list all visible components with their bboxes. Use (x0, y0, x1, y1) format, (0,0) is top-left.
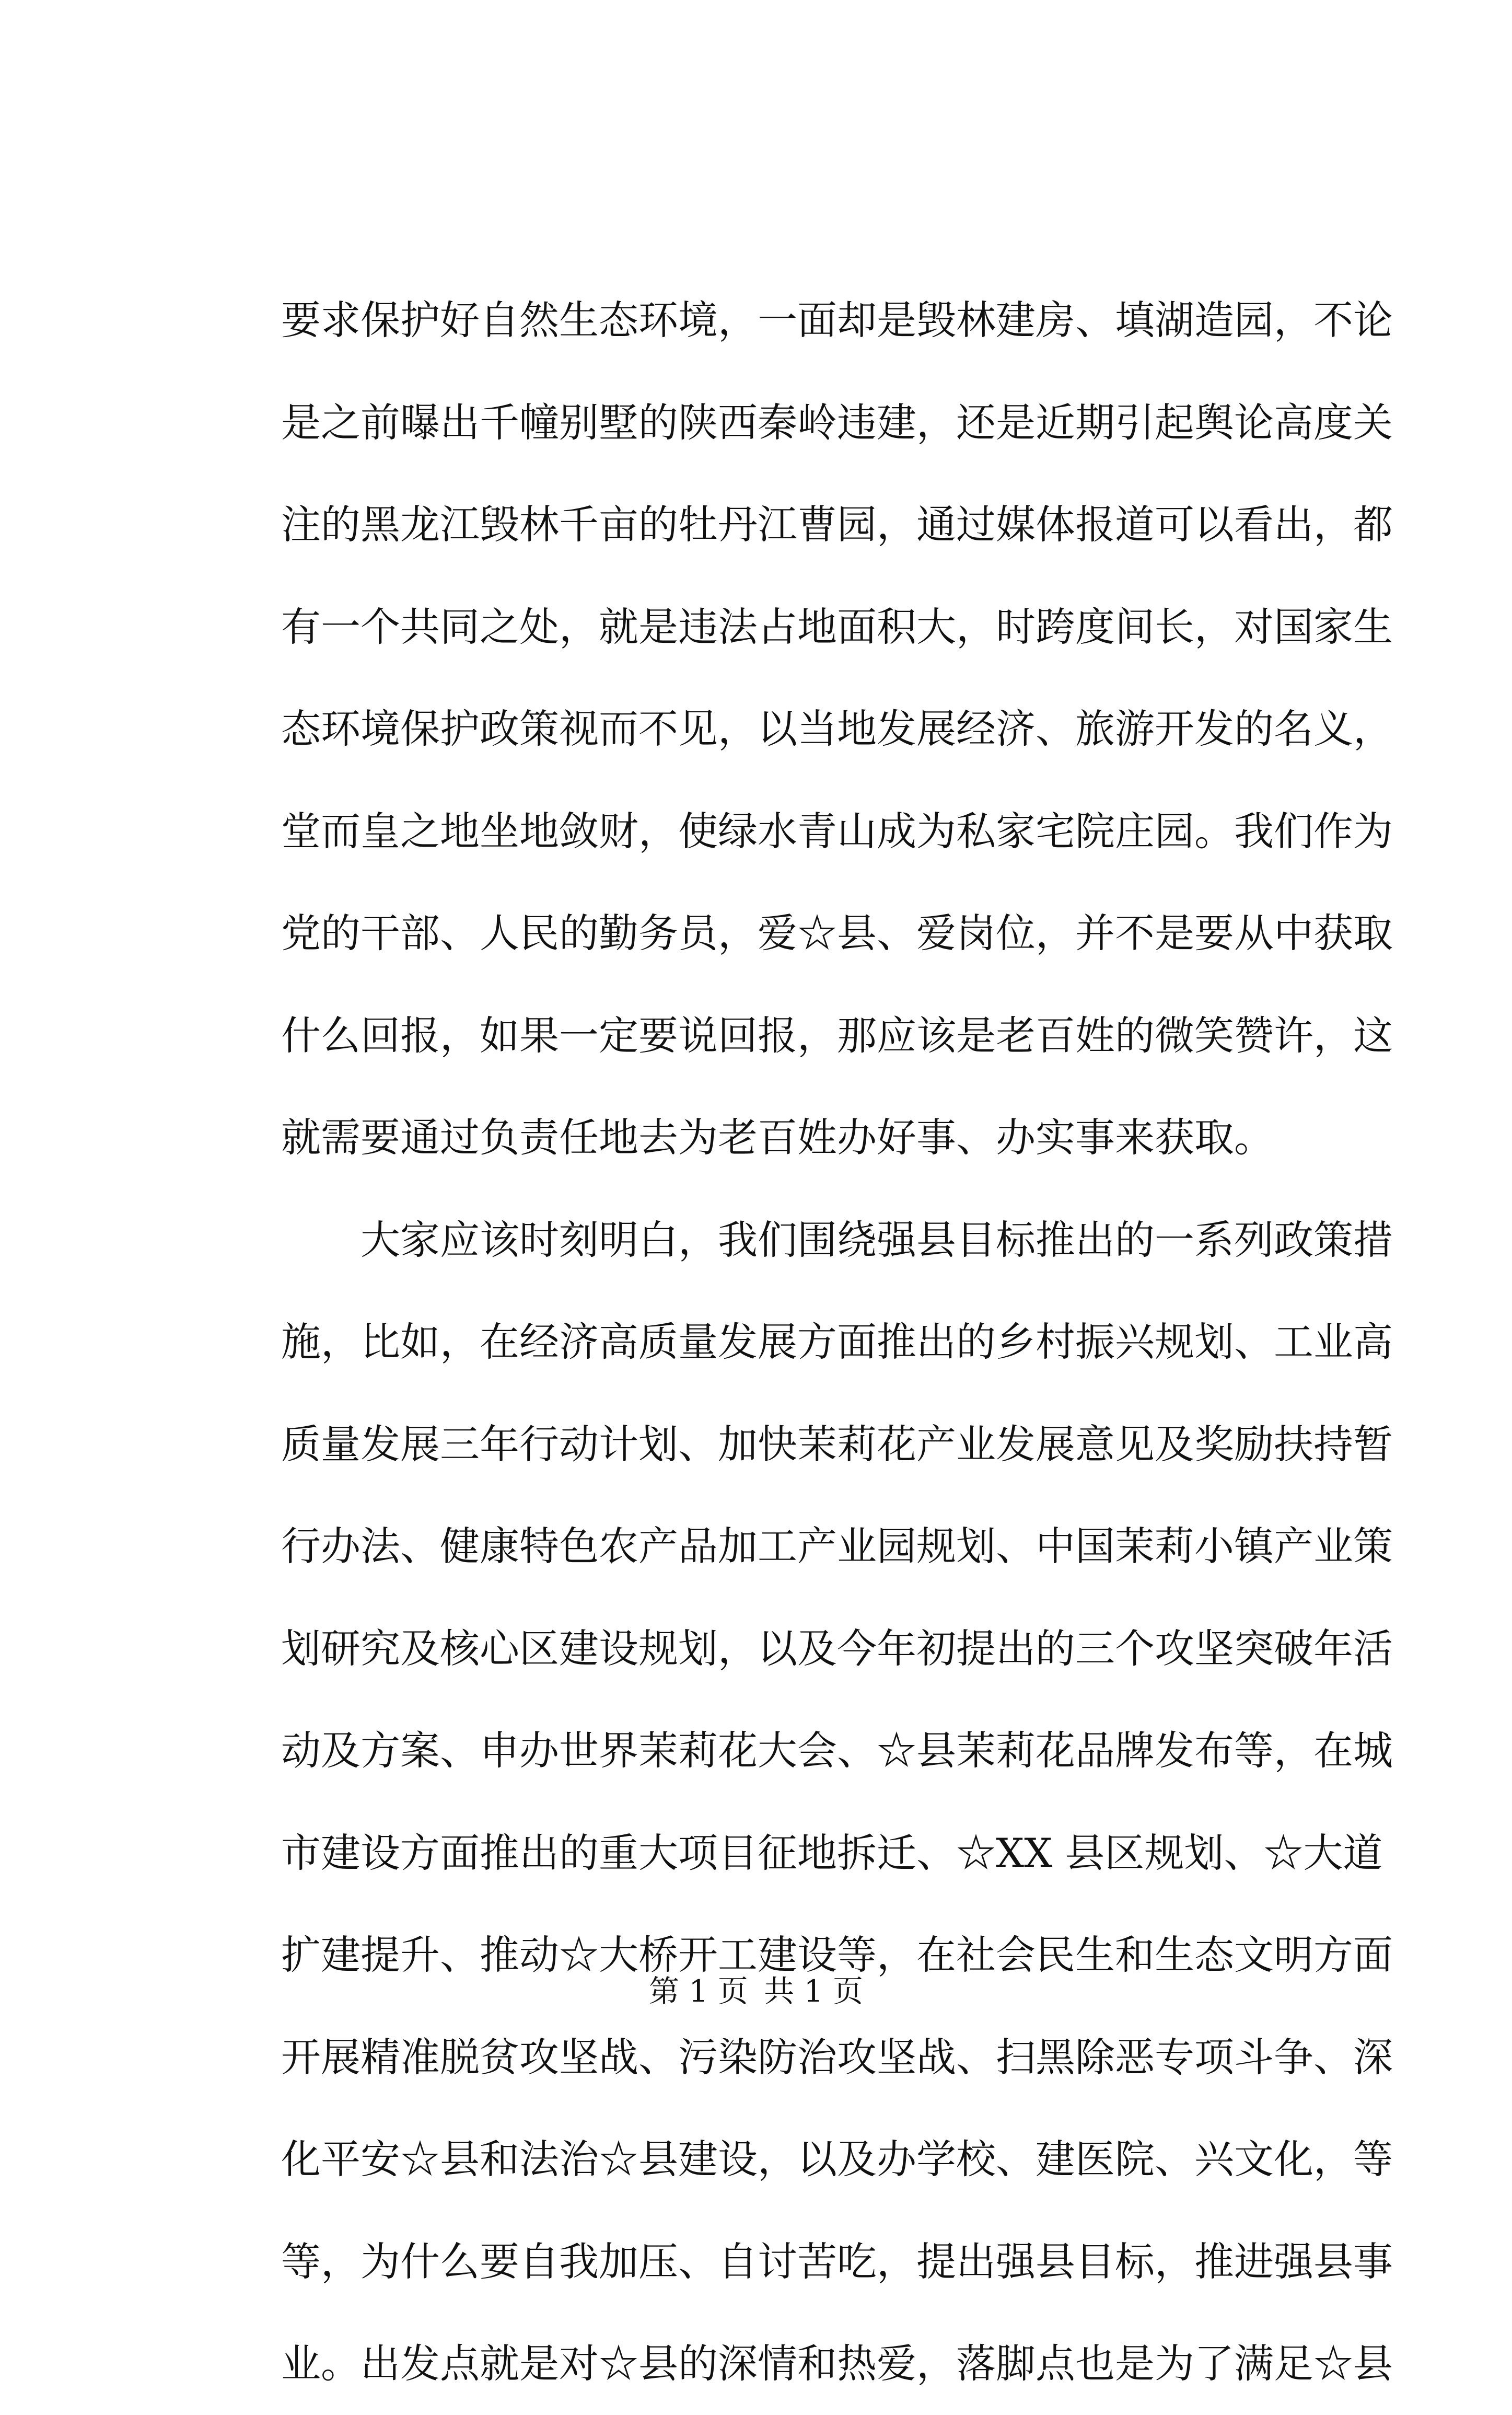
page-number: 第 1 页 (649, 1973, 748, 2009)
text-line: 业。出发点就是对☆县的深情和热爱，落脚点也是为了满足☆县 (281, 2340, 1393, 2387)
text-line: 要求保护好自然生态环境，一面却是毁林建房、填湖造园，不论 (281, 297, 1393, 343)
page-total: 共 1 页 (764, 1973, 863, 2009)
text-line: 有一个共同之处，就是违法占地面积大，时跨度间长，对国家生 (281, 603, 1393, 650)
text-line: 行办法、健康特色农产品加工产业园规划、中国茉莉小镇产业策 (281, 1523, 1393, 1569)
text-line: 堂而皇之地坐地敛财，使绿水青山成为私家宅院庄园。我们作为 (281, 807, 1393, 854)
text-line: 扩建提升、推动☆大桥开工建设等，在社会民生和生态文明方面 (281, 1932, 1393, 1978)
text-line: 动及方案、申办世界茉莉花大会、☆县茉莉花品牌发布等，在城 (281, 1727, 1393, 1774)
text-line: 什么回报，如果一定要说回报，那应该是老百姓的微笑赞许，这 (281, 1012, 1393, 1059)
text-line: 态环境保护政策视而不见，以当地发展经济、旅游开发的名义， (281, 706, 1393, 752)
text-line: 是之前曝出千幢别墅的陕西秦岭违建，还是近期引起舆论高度关 (281, 399, 1393, 446)
page-footer (0, 1970, 1512, 2012)
document-body (281, 269, 1393, 2415)
text-line: 划研究及核心区建设规划，以及今年初提出的三个攻坚突破年活 (281, 1625, 1393, 1672)
text-line: 就需要通过负责任地去为老百姓办好事、办实事来获取。 (281, 1114, 1274, 1161)
text-line: 等，为什么要自我加压、自讨苦吃，提出强县目标，推进强县事 (281, 2238, 1393, 2285)
text-line: 注的黑龙江毁林千亩的牡丹江曹园，通过媒体报道可以看出，都 (281, 501, 1393, 548)
text-line: 大家应该时刻明白，我们围绕强县目标推出的一系列政策措 (281, 1216, 1393, 1263)
text-line: 市建设方面推出的重大项目征地拆迁、☆XX 县区规划、☆大道 (281, 1829, 1383, 1876)
text-line: 施，比如，在经济高质量发展方面推出的乡村振兴规划、工业高 (281, 1319, 1393, 1365)
text-line: 化平安☆县和法治☆县建设，以及办学校、建医院、兴文化，等 (281, 2136, 1393, 2182)
text-line: 开展精准脱贫攻坚战、污染防治攻坚战、扫黑除恶专项斗争、深 (281, 2033, 1393, 2081)
text-line: 质量发展三年行动计划、加快茉莉花产业发展意见及奖励扶持暂 (281, 1420, 1393, 1468)
text-line: 党的干部、人民的勤务员，爱☆县、爱岗位，并不是要从中获取 (281, 910, 1393, 956)
